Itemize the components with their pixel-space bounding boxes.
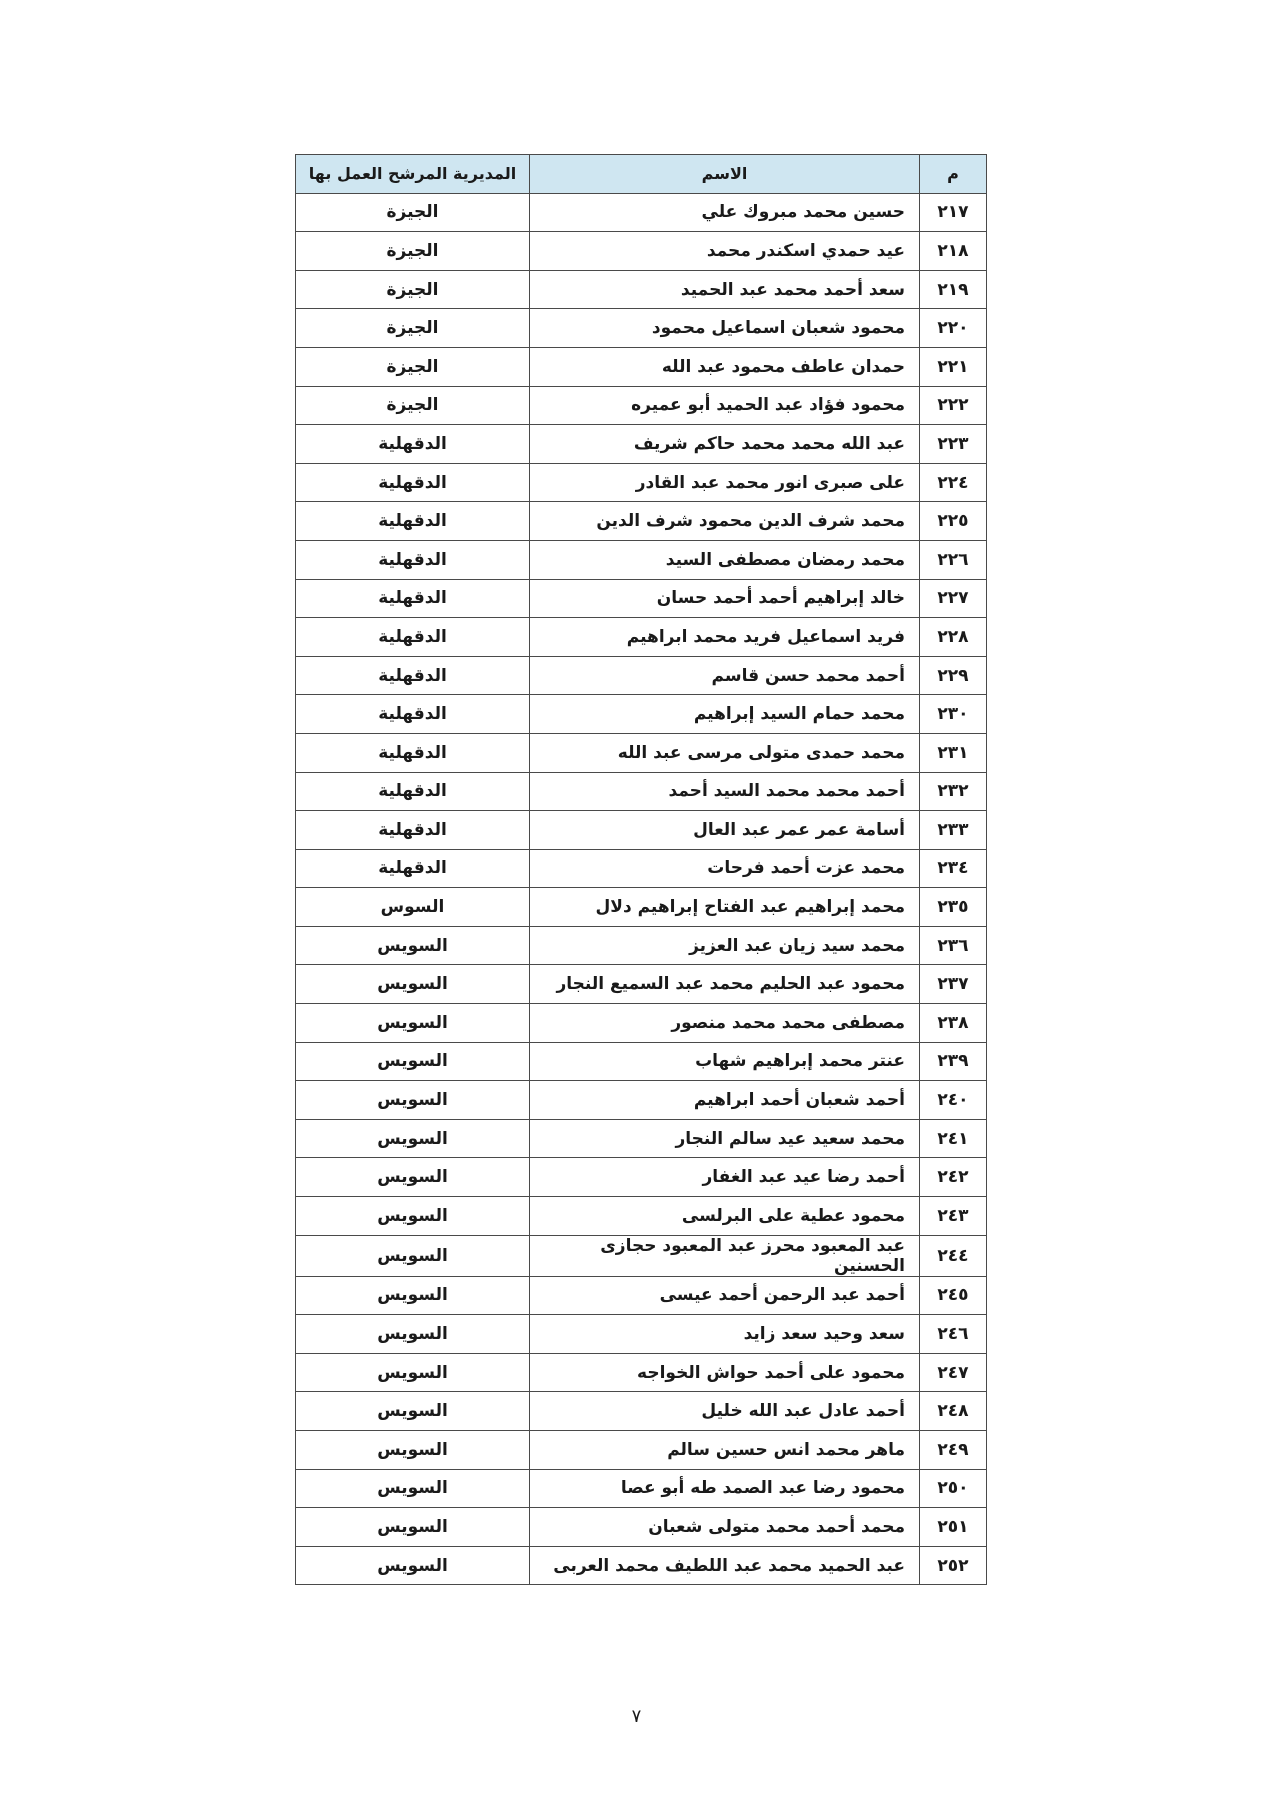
row-directorate: الدقهلية [296,733,530,772]
row-directorate: السويس [296,1119,530,1158]
row-directorate: الدقهلية [296,811,530,850]
row-number: ٢٤١ [920,1119,987,1158]
row-number: ٢٢٦ [920,540,987,579]
table-row [296,656,987,695]
row-number: ٢٣٨ [920,1004,987,1043]
row-directorate: السويس [296,965,530,1004]
table-row [296,270,987,309]
row-number: ٢٢٠ [920,309,987,348]
table-row [296,772,987,811]
row-number: ٢٢٢ [920,386,987,425]
row-number: ٢٢٨ [920,618,987,657]
page-number: ٧ [631,1706,642,1727]
row-directorate: الجيزة [296,270,530,309]
row-name: محمد إبراهيم عبد الفتاح إبراهيم دلال [530,888,920,927]
table-row [296,1392,987,1431]
table-row [296,347,987,386]
header-row [296,155,987,194]
row-directorate: الدقهلية [296,656,530,695]
row-name: محمود عطية على البرلسى [530,1197,920,1236]
row-number: ٢١٧ [920,193,987,232]
row-directorate: الدقهلية [296,695,530,734]
table-row [296,425,987,464]
row-directorate: الجيزة [296,386,530,425]
row-name: محمود رضا عبد الصمد طه أبو عصا [530,1469,920,1508]
row-directorate: الدقهلية [296,849,530,888]
table-row [296,733,987,772]
row-directorate: الجيزة [296,347,530,386]
row-directorate: السويس [296,1508,530,1547]
row-name: عبد الحميد محمد عبد اللطيف محمد العربى [530,1546,920,1585]
row-number: ٢٥٠ [920,1469,987,1508]
row-name: حسين محمد مبروك علي [530,193,920,232]
row-directorate: السوس [296,888,530,927]
table-row [296,386,987,425]
row-name: أسامة عمر عمر عبد العال [530,811,920,850]
row-name: محمد سيد زيان عبد العزيز [530,926,920,965]
row-number: ٢٤٨ [920,1392,987,1431]
row-number: ٢٢٩ [920,656,987,695]
row-directorate: السويس [296,1158,530,1197]
table-row [296,811,987,850]
row-directorate: الدقهلية [296,502,530,541]
row-number: ٢١٩ [920,270,987,309]
row-name: حمدان عاطف محمود عبد الله [530,347,920,386]
table-row [296,579,987,618]
table-row [296,309,987,348]
row-directorate: السويس [296,1392,530,1431]
row-directorate: السويس [296,1353,530,1392]
row-number: ٢٣٥ [920,888,987,927]
row-directorate: السويس [296,1431,530,1470]
row-number: ٢٣١ [920,733,987,772]
row-number: ٢١٨ [920,232,987,271]
row-name: محمد عزت أحمد فرحات [530,849,920,888]
header-name: الاسم [530,155,920,194]
row-name: محمد سعيد عيد سالم النجار [530,1119,920,1158]
row-number: ٢٢٣ [920,425,987,464]
row-name: مصطفى محمد محمد منصور [530,1004,920,1043]
table-row [296,1081,987,1120]
table-row [296,618,987,657]
row-number: ٢٢١ [920,347,987,386]
row-name: فريد اسماعيل فريد محمد ابراهيم [530,618,920,657]
row-name: عبد المعبود محرز عبد المعبود حجازى الحسنين [530,1235,920,1276]
row-name: على صبرى انور محمد عبد القادر [530,463,920,502]
row-directorate: السويس [296,1042,530,1081]
row-number: ٢٤٦ [920,1315,987,1354]
row-number: ٢٣٦ [920,926,987,965]
table-row [296,463,987,502]
table-row [296,1119,987,1158]
row-directorate: الجيزة [296,232,530,271]
table-row [296,1197,987,1236]
row-number: ٢٣٧ [920,965,987,1004]
table-row [296,1042,987,1081]
row-directorate: السويس [296,926,530,965]
row-number: ٢٤٩ [920,1431,987,1470]
table-row [296,1315,987,1354]
row-directorate: السويس [296,1546,530,1585]
table-row [296,1469,987,1508]
table-row [296,1508,987,1547]
row-name: محمود على أحمد حواش الخواجه [530,1353,920,1392]
table-row [296,849,987,888]
row-directorate: الجيزة [296,309,530,348]
row-number: ٢٤٢ [920,1158,987,1197]
table-row [296,965,987,1004]
row-name: أحمد محمد محمد السيد أحمد [530,772,920,811]
row-directorate: السويس [296,1469,530,1508]
row-directorate: الجيزة [296,193,530,232]
row-number: ٢٣٠ [920,695,987,734]
row-name: محمد شرف الدين محمود شرف الدين [530,502,920,541]
row-number: ٢٥٢ [920,1546,987,1585]
table-row [296,1276,987,1315]
row-directorate: الدقهلية [296,618,530,657]
row-number: ٢٣٣ [920,811,987,850]
row-name: أحمد شعبان أحمد ابراهيم [530,1081,920,1120]
row-name: أحمد رضا عيد عبد الغفار [530,1158,920,1197]
table-row [296,1158,987,1197]
row-name: سعد أحمد محمد عبد الحميد [530,270,920,309]
table-row [296,232,987,271]
row-directorate: الدقهلية [296,579,530,618]
row-number: ٢٤٧ [920,1353,987,1392]
row-number: ٢٢٤ [920,463,987,502]
table-row [296,695,987,734]
row-directorate: الدقهلية [296,772,530,811]
row-directorate: السويس [296,1276,530,1315]
row-directorate: الدقهلية [296,540,530,579]
row-name: عيد حمدي اسكندر محمد [530,232,920,271]
row-name: أحمد عادل عبد الله خليل [530,1392,920,1431]
table-header [296,155,987,194]
row-number: ٢٣٩ [920,1042,987,1081]
row-name: سعد وحيد سعد زايد [530,1315,920,1354]
table-row [296,926,987,965]
table-row [296,1546,987,1585]
table-row [296,1353,987,1392]
row-name: محمد رمضان مصطفى السيد [530,540,920,579]
row-number: ٢٥١ [920,1508,987,1547]
row-number: ٢٤٣ [920,1197,987,1236]
row-directorate: الدقهلية [296,463,530,502]
row-name: عنتر محمد إبراهيم شهاب [530,1042,920,1081]
row-name: محمد أحمد محمد متولى شعبان [530,1508,920,1547]
table-row [296,1235,987,1276]
row-name: محمد حمدى متولى مرسى عبد الله [530,733,920,772]
row-name: خالد إبراهيم أحمد أحمد حسان [530,579,920,618]
row-name: محمود فؤاد عبد الحميد أبو عميره [530,386,920,425]
header-directorate: المديرية المرشح العمل بها [296,155,530,194]
row-number: ٢٢٧ [920,579,987,618]
row-name: محمود عبد الحليم محمد عبد السميع النجار [530,965,920,1004]
candidates-table [295,154,987,1585]
row-name: عبد الله محمد محمد حاكم شريف [530,425,920,464]
row-directorate: السويس [296,1081,530,1120]
row-directorate: السويس [296,1004,530,1043]
row-name: محمد حمام السيد إبراهيم [530,695,920,734]
row-number: ٢٤٥ [920,1276,987,1315]
table-row [296,502,987,541]
table-row [296,540,987,579]
row-name: أحمد محمد حسن قاسم [530,656,920,695]
row-number: ٢٣٤ [920,849,987,888]
row-directorate: السويس [296,1197,530,1236]
row-directorate: السويس [296,1315,530,1354]
table-row [296,1004,987,1043]
table-row [296,888,987,927]
row-directorate: الدقهلية [296,425,530,464]
header-number: م [920,155,987,194]
row-number: ٢٤٤ [920,1235,987,1276]
row-name: محمود شعبان اسماعيل محمود [530,309,920,348]
row-directorate: السويس [296,1235,530,1276]
row-name: ماهر محمد انس حسين سالم [530,1431,920,1470]
row-number: ٢٤٠ [920,1081,987,1120]
row-number: ٢٢٥ [920,502,987,541]
row-number: ٢٣٢ [920,772,987,811]
candidates-table-container [295,154,986,1585]
table-row [296,193,987,232]
row-name: أحمد عبد الرحمن أحمد عيسى [530,1276,920,1315]
table-body [296,193,987,1585]
table-row [296,1431,987,1470]
